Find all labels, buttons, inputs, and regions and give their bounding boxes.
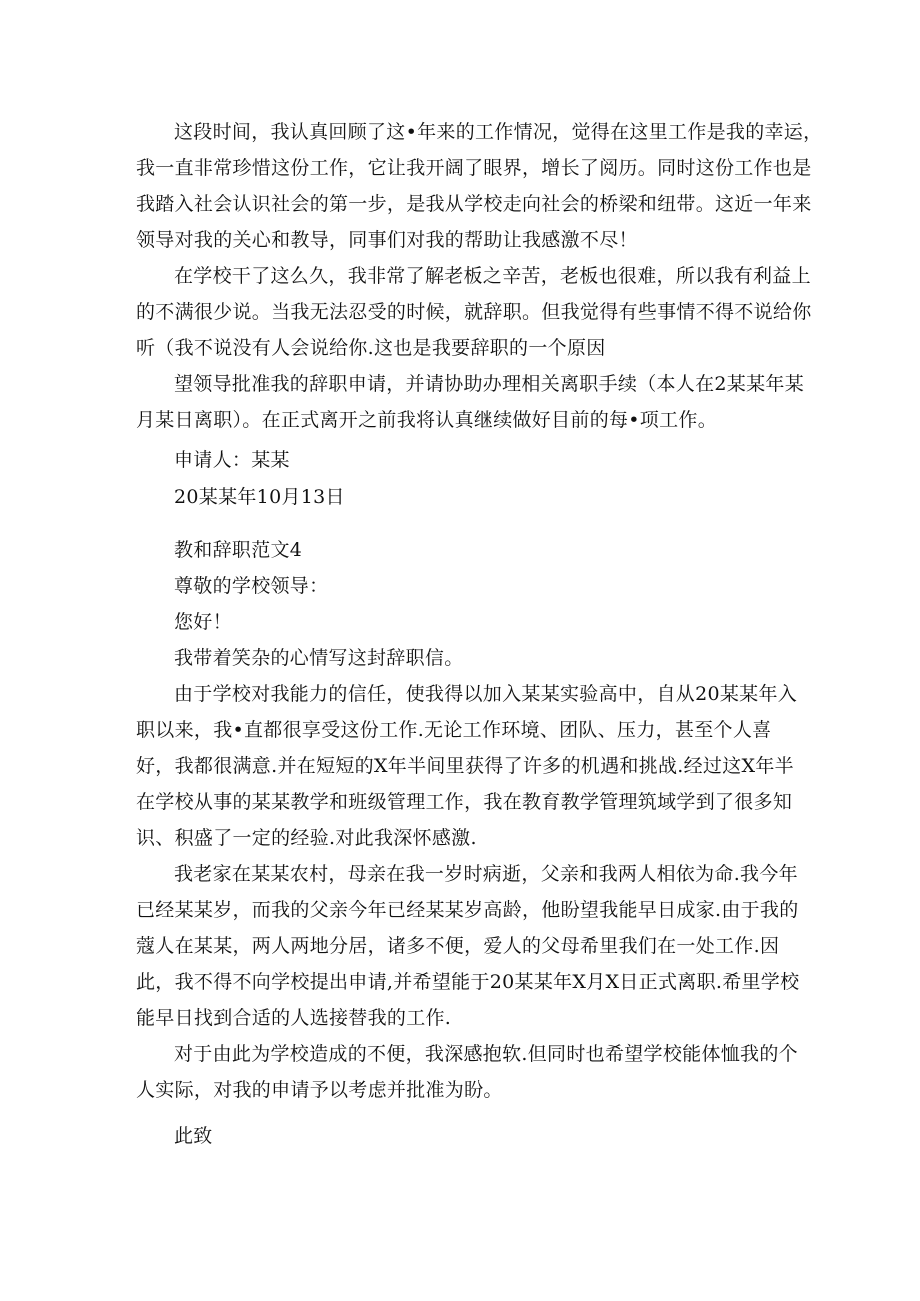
paragraph-line: 我踏入社会认识社会的第一步，是我从学校走向社会的桥梁和纽带。这近一年来 <box>136 193 812 215</box>
closing-line: 此致 <box>174 1125 213 1147</box>
paragraph-line: 我带着笑杂的心情写这封辞职信。 <box>174 647 464 669</box>
paragraph-line: 由于学校对我能力的信任，使我得以加入某某实验高中，自从20某某年入 <box>174 683 798 705</box>
paragraph-line: 领导对我的关心和教导，同事们对我的帮助让我感激不尽！ <box>136 229 638 251</box>
paragraph-line: 识、积盛了一定的经验.对此我深怀感激. <box>136 827 477 849</box>
paragraph-line: 月某日离职）。在正式离开之前我将认真继续做好目前的每•项工作。 <box>136 409 718 431</box>
salutation: 尊敬的学校领导： <box>174 575 329 597</box>
applicant-line: 申请人：某某 <box>174 449 290 471</box>
paragraph-line: 在学校干了这么久，我非常了解老板之辛苦，老板也很难，所以我有利益上 <box>174 265 811 287</box>
paragraph-line: 我一直非常珍惜这份工作，它让我开阔了眼界，增长了阅历。同时这份工作也是 <box>136 157 812 179</box>
paragraph-line: 已经某某岁，而我的父亲今年已经某某岁高龄，他盼望我能早日成家.由于我的 <box>136 899 799 921</box>
paragraph-line: 听（我不说没有人会说给你.这也是我要辞职的一个原因 <box>136 337 606 359</box>
section-title: 教和辞职范文4 <box>174 539 303 561</box>
greeting: 您好！ <box>174 611 232 633</box>
date-line: 20某某年10月13日 <box>174 486 345 508</box>
paragraph-line: 这段时间，我认真回顾了这•年来的工作情况，觉得在这里工作是我的幸运， <box>174 121 823 143</box>
paragraph-line: 对于由此为学校造成的不便，我深感抱软.但同时也希望学校能体恤我的个 <box>174 1043 798 1065</box>
paragraph-line: 能早日找到合适的人选接替我的工作. <box>136 1007 452 1029</box>
paragraph-line: 好，我都很满意.并在短短的X年半间里获得了许多的机遇和挑战.经过这X年半 <box>136 755 794 777</box>
paragraph-line: 的不满很少说。当我无法忍受的时候，就辞职。但我觉得有些事情不得不说给你 <box>136 301 812 323</box>
paragraph-line: 蔻人在某某，两人两地分居，诸多不便，爱人的父母希里我们在一处工作.因 <box>136 935 780 957</box>
paragraph-line: 我老家在某某农村，母亲在我一岁时病逝，父亲和我两人相依为命.我今年 <box>174 863 798 885</box>
paragraph-line: 此，我不得不向学校提出申请,并希望能于20某某年X月X日正式离职.希里学校 <box>136 971 800 993</box>
paragraph-line: 职以来，我•直都很享受这份工作.无论工作环境、团队、压力，甚至个人喜 <box>136 719 772 741</box>
paragraph-line: 在学校从事的某某教学和班级管理工作，我在教育教学管理筑域学到了很多知 <box>136 791 793 813</box>
paragraph-line: 人实际，对我的申请予以考虑并批准为盼。 <box>136 1079 503 1101</box>
paragraph-line: 望领导批准我的辞职申请，并请协助办理相关离职手续（本人在2某某年某 <box>174 373 804 395</box>
